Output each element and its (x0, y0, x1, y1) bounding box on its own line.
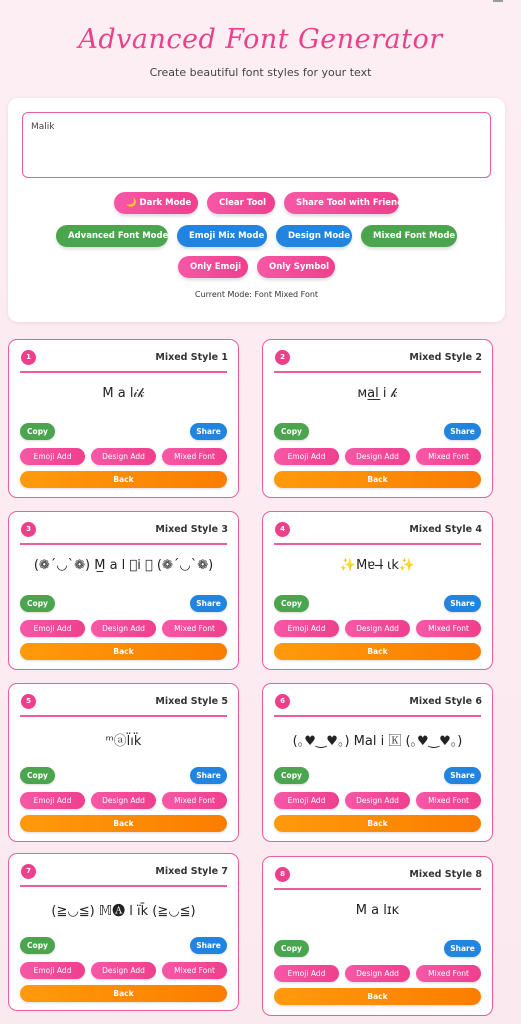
back-button[interactable]: Back (274, 815, 481, 832)
card-action-row (274, 965, 481, 982)
style-card (262, 683, 493, 842)
copy-button[interactable]: Copy (20, 767, 55, 784)
mixed-font-button[interactable]: Mixed Font (416, 965, 481, 982)
design-add-button[interactable]: Design Add (345, 620, 410, 637)
card-action-row (20, 620, 227, 637)
mixed-font-button[interactable]: Mixed Font (416, 792, 481, 809)
style-preview: M a l𝒾𝓀 (102, 386, 145, 401)
only-symbol-button[interactable]: Only Symbol (257, 256, 335, 278)
style-preview: ✨Mɐ l̶ ɩk̆✨ (339, 558, 416, 573)
emoji-add-button[interactable]: Emoji Add (20, 448, 85, 465)
card-divider (20, 543, 227, 545)
share-button[interactable]: Share (190, 595, 227, 612)
card-action-row (20, 448, 227, 465)
back-button[interactable]: Back (274, 988, 481, 1005)
emoji-add-button[interactable]: Emoji Add (274, 620, 339, 637)
style-preview: (❁´◡`❁) M̲ a l ⃞i 𝓀 (❁´◡`❁) (33, 558, 214, 573)
share-tool-button[interactable]: Share Tool with Friend (284, 192, 399, 214)
style-name: Mixed Style 8 (409, 869, 482, 880)
design-add-button[interactable]: Design Add (91, 448, 156, 465)
copy-button[interactable]: Copy (20, 423, 55, 440)
clear-tool-button[interactable]: Clear Tool (207, 192, 275, 214)
style-number-badge: 8 (275, 867, 290, 882)
back-button[interactable]: Back (20, 985, 227, 1002)
page-title: Advanced Font Generator (78, 24, 443, 55)
card-divider (20, 715, 227, 717)
control-panel (8, 98, 505, 322)
copy-button[interactable]: Copy (274, 595, 309, 612)
style-number-badge: 7 (21, 864, 36, 879)
style-preview: ᵐⓐl̈ık̈ (105, 734, 142, 749)
style-preview: (≧◡≦) 𝕄🅐 l ı̈k̄ (≧◡≦) (51, 904, 196, 919)
design-add-button[interactable]: Design Add (91, 962, 156, 979)
emoji-add-button[interactable]: Emoji Add (20, 792, 85, 809)
dark-mode-button[interactable]: 🌙 Dark Mode (114, 192, 198, 214)
style-name: Mixed Style 6 (409, 696, 482, 707)
design-add-button[interactable]: Design Add (345, 965, 410, 982)
style-name: Mixed Style 1 (155, 352, 228, 363)
only-emoji-button[interactable]: Only Emoji (178, 256, 248, 278)
emoji-mix-mode-button[interactable]: Emoji Mix Mode (177, 225, 267, 247)
mixed-font-button[interactable]: Mixed Font (416, 448, 481, 465)
card-divider (274, 543, 481, 545)
copy-button[interactable]: Copy (274, 423, 309, 440)
emoji-add-button[interactable]: Emoji Add (20, 620, 85, 637)
style-name: Mixed Style 3 (155, 524, 228, 535)
back-button[interactable]: Back (274, 471, 481, 488)
style-card (8, 683, 239, 842)
style-name: Mixed Style 2 (409, 352, 482, 363)
design-add-button[interactable]: Design Add (91, 792, 156, 809)
share-button[interactable]: Share (190, 937, 227, 954)
style-preview: ᴍa̲l̲ i 𝓀 (357, 386, 398, 401)
mixed-font-button[interactable]: Mixed Font (162, 962, 227, 979)
card-action-row (274, 792, 481, 809)
mixed-font-mode-button[interactable]: Mixed Font Mode (361, 225, 457, 247)
share-button[interactable]: Share (444, 767, 481, 784)
style-number-badge: 1 (21, 350, 36, 365)
card-divider (20, 885, 227, 887)
style-number-badge: 5 (21, 694, 36, 709)
design-add-button[interactable]: Design Add (345, 448, 410, 465)
mode-button-row (8, 225, 505, 247)
style-preview: M a lɪĸ (355, 903, 400, 918)
share-button[interactable]: Share (444, 595, 481, 612)
copy-button[interactable]: Copy (20, 937, 55, 954)
style-card (262, 856, 493, 1016)
emoji-add-button[interactable]: Emoji Add (274, 792, 339, 809)
style-number-badge: 3 (21, 522, 36, 537)
card-action-row (274, 620, 481, 637)
back-button[interactable]: Back (20, 815, 227, 832)
copy-button[interactable]: Copy (274, 940, 309, 957)
copy-button[interactable]: Copy (274, 767, 309, 784)
style-card (8, 853, 239, 1011)
back-button[interactable]: Back (274, 643, 481, 660)
advanced-font-mode-button[interactable]: Advanced Font Mode (56, 225, 168, 247)
mixed-font-button[interactable]: Mixed Font (162, 448, 227, 465)
page-subtitle: Create beautiful font styles for your text (149, 66, 372, 79)
style-preview: (｡♥‿♥｡) Mal i 🄺 (｡♥‿♥｡) (292, 734, 463, 749)
emoji-add-button[interactable]: Emoji Add (274, 448, 339, 465)
design-add-button[interactable]: Design Add (91, 620, 156, 637)
scroll-indicator (493, 0, 503, 2)
current-mode-label: Current Mode: Font Mixed Font (194, 290, 319, 299)
filter-button-row (8, 256, 505, 278)
style-number-badge: 4 (275, 522, 290, 537)
style-number-badge: 2 (275, 350, 290, 365)
style-name: Mixed Style 7 (155, 866, 228, 877)
share-button[interactable]: Share (444, 940, 481, 957)
design-add-button[interactable]: Design Add (345, 792, 410, 809)
style-card (262, 511, 493, 670)
share-button[interactable]: Share (444, 423, 481, 440)
text-input[interactable] (22, 112, 491, 178)
style-name: Mixed Style 4 (409, 524, 482, 535)
mixed-font-button[interactable]: Mixed Font (416, 620, 481, 637)
mixed-font-button[interactable]: Mixed Font (162, 792, 227, 809)
card-divider (274, 371, 481, 373)
card-action-row (20, 792, 227, 809)
style-card (262, 339, 493, 498)
back-button[interactable]: Back (20, 471, 227, 488)
emoji-add-button[interactable]: Emoji Add (274, 965, 339, 982)
style-name: Mixed Style 5 (155, 696, 228, 707)
page-header (0, 0, 521, 79)
design-mode-button[interactable]: Design Mode (276, 225, 352, 247)
card-divider (274, 888, 481, 890)
share-button[interactable]: Share (190, 423, 227, 440)
copy-button[interactable]: Copy (20, 595, 55, 612)
card-action-row (274, 448, 481, 465)
utility-button-row (8, 192, 505, 214)
style-card (8, 339, 239, 498)
card-divider (20, 371, 227, 373)
card-action-row (20, 962, 227, 979)
back-button[interactable]: Back (20, 643, 227, 660)
emoji-add-button[interactable]: Emoji Add (20, 962, 85, 979)
share-button[interactable]: Share (190, 767, 227, 784)
style-number-badge: 6 (275, 694, 290, 709)
card-divider (274, 715, 481, 717)
mixed-font-button[interactable]: Mixed Font (162, 620, 227, 637)
style-card (8, 511, 239, 670)
